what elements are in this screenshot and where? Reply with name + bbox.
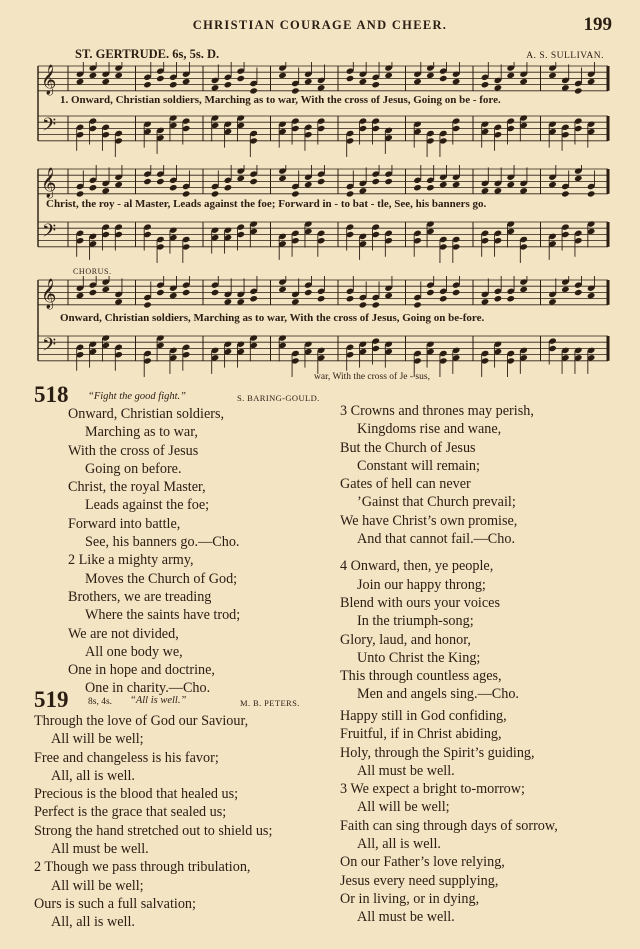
svg-text:𝄢: 𝄢 [42, 335, 57, 360]
system2-lyric: Christ, the roy - al Master, Leads against the foe; Forward in - to bat - tle, See, his banners go. [46, 198, 487, 210]
verse-line: All, all is well. [357, 836, 441, 853]
verse-line: Blend with ours your voices [340, 594, 500, 611]
stanza-first-line: 3 Crowns and thrones may perish, [340, 403, 534, 419]
verse-line: Forward into battle, [68, 515, 181, 532]
stanza-gap [340, 548, 534, 557]
verse-line: In the triumph-song; [357, 613, 474, 630]
music-staff-svg [0, 165, 640, 267]
svg-text:𝄢: 𝄢 [42, 221, 57, 246]
hymn-518-right-column [340, 402, 534, 704]
music-system-1 [0, 62, 640, 164]
verse-line: We have Christ’s own promise, [340, 512, 518, 529]
verse-line: Perfect is the grace that sealed us; [34, 804, 227, 821]
hymn-519-left-column [34, 712, 272, 932]
verse-line: Glory, laud, and honor, [340, 631, 471, 648]
verse-line: Constant will remain; [357, 457, 480, 474]
verse-line: Men and angels sing.—Cho. [357, 686, 519, 703]
verse-line: With the cross of Jesus [68, 442, 199, 459]
music-staff-svg [0, 276, 640, 378]
verse-line: All will be well; [51, 877, 144, 894]
hymn-519-right-column [340, 707, 558, 927]
verse-line: Gates of hell can never [340, 476, 471, 493]
verse-line: Jesus every need supplying, [340, 872, 499, 889]
music-system-3 [0, 276, 640, 378]
verse-line: Or in living, or in dying, [340, 890, 480, 907]
hymn-519-meter: 8s, 4s. [88, 697, 113, 707]
verse-line: One in charity.—Cho. [85, 680, 211, 697]
verse-line: Marching as to war, [85, 424, 198, 441]
verse-line: All must be well. [357, 909, 455, 926]
system3-lyric: Onward, Christian soldiers, Marching as to war, With the cross of Jesus, Going on be-fore. [60, 312, 485, 324]
verse-line: Join our happy throng; [357, 576, 486, 593]
verse-line: Faith can sing through days of sorrow, [340, 817, 558, 834]
verse-line: Brothers, we are treading [68, 588, 212, 605]
verse-line: Where the saints have trod; [85, 607, 241, 624]
stanza-first-line: 2 Like a mighty army, [68, 552, 194, 569]
verse-line: Going on before. [85, 460, 182, 477]
verse-line: Strong the hand stretched out to shield us; [34, 822, 273, 839]
verse-line: Ours is such a full salvation; [34, 895, 196, 912]
hymn-518-subtitle: “Fight the good fight.” [88, 391, 187, 402]
verse-line: Precious is the blood that healed us; [34, 786, 239, 803]
verse-line: All will be well; [357, 799, 450, 816]
svg-text:𝄞: 𝄞 [41, 65, 57, 95]
verse-line: Onward, Christian soldiers, [68, 406, 225, 422]
svg-text:𝄢: 𝄢 [42, 115, 57, 140]
verse-line: Through the love of God our Saviour, [34, 713, 249, 729]
verse-line: Happy still in God confiding, [340, 708, 507, 724]
verse-line: On our Father’s love relying, [340, 854, 505, 871]
music-staff-svg [0, 62, 640, 164]
verse-line: But the Church of Jesus [340, 439, 476, 456]
hymn-519-subtitle: “All is well.” [130, 695, 187, 706]
verse-line: Holy, through the Spirit’s guiding, [340, 744, 535, 761]
page-header [0, 14, 640, 44]
verse-line: All must be well. [51, 841, 149, 858]
verse-line: ’Gainst that Church prevail; [357, 494, 516, 511]
verse-line: All, all is well. [51, 767, 135, 784]
stanza-first-line: 4 Onward, then, ye people, [340, 558, 494, 575]
hymn-518-left-column [68, 405, 240, 698]
verse-line: All must be well. [357, 762, 455, 779]
chorus-label: CHORUS. [73, 267, 112, 276]
music-system-2 [0, 165, 640, 267]
hymn-number-518: 518 [34, 382, 69, 407]
verse-line: Kingdoms rise and wane, [357, 421, 502, 438]
stanza-first-line: 3 We expect a bright to-morrow; [340, 781, 525, 798]
verse-line: This through countless ages, [340, 668, 502, 685]
verse-line: See, his banners go.—Cho. [85, 534, 240, 551]
verse-line: And that cannot fail.—Cho. [357, 531, 516, 548]
tune-name: ST. GERTRUDE. 6s, 5s. D. [75, 47, 220, 61]
hymn-number-519: 519 [34, 687, 69, 712]
section-title: CHRISTIAN COURAGE AND CHEER. [192, 18, 448, 32]
svg-text:𝄞: 𝄞 [41, 279, 57, 309]
verse-line: Christ, the royal Master, [68, 479, 206, 496]
verse-line: Moves the Church of God; [85, 570, 238, 587]
svg-text:𝄞: 𝄞 [41, 168, 57, 198]
stanza-first-line: 2 Though we pass through tribulation, [34, 859, 251, 876]
composer: A. S. SULLIVAN. [526, 51, 604, 61]
verse-line: One in hope and doctrine, [68, 662, 215, 679]
verse-line: We are not divided, [68, 625, 179, 642]
system3-bass-lyric: war, With the cross of Je - sus, [314, 372, 430, 382]
verse-line: Fruitful, if in Christ abiding, [340, 726, 502, 743]
verse-line: Unto Christ the King; [357, 649, 481, 666]
verse-line: Free and changeless is his favor; [34, 749, 219, 766]
hymn-518-author: S. BARING-GOULD. [237, 393, 320, 403]
verse-line: All, all is well. [51, 914, 135, 931]
system1-lyric: 1. Onward, Christian soldiers, Marching as to war, With the cross of Jesus, Going on be - fore. [60, 94, 501, 106]
verse-line: All will be well; [51, 731, 144, 748]
verse-line: Leads against the foe; [85, 497, 210, 514]
hymn-519-author: M. B. PETERS. [240, 698, 300, 708]
verse-line: All one body we, [85, 643, 183, 660]
page-number: 199 [583, 14, 612, 35]
